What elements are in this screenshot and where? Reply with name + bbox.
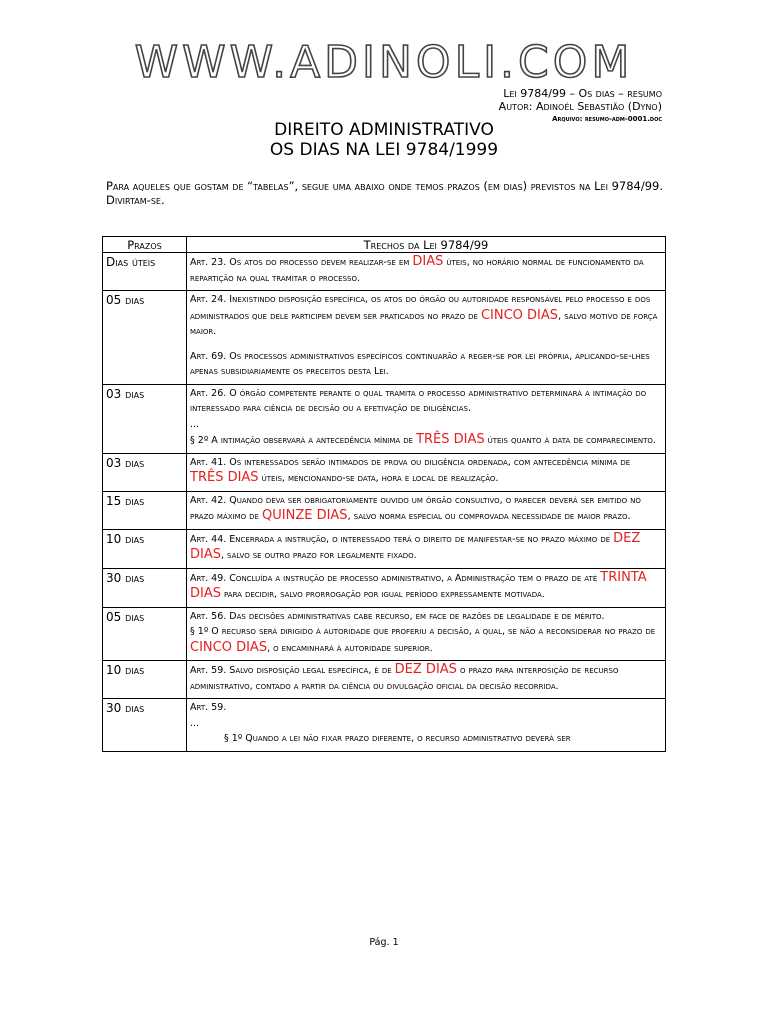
trecho-cell <box>187 491 666 529</box>
prazos-table <box>102 236 666 752</box>
ellipsis: ... <box>190 418 200 430</box>
table-row <box>103 529 666 568</box>
trecho-paragraph: § 1º Quando a lei não fixar prazo diferente, o recurso administrativo deverá ser <box>224 733 571 744</box>
ellipsis: ... <box>190 717 200 729</box>
table-row <box>103 453 666 491</box>
doc-meta-file: Arquivo: resumo-adm-0001.doc <box>552 115 662 123</box>
table-row <box>103 384 666 453</box>
table-row <box>103 661 666 699</box>
prazo-cell: Dias úteis <box>103 253 187 291</box>
trecho-cell <box>187 699 666 752</box>
page-number: Pág. 1 <box>369 937 399 948</box>
highlight-prazo: DIAS <box>412 254 444 269</box>
table-row <box>103 607 666 661</box>
table-header-row <box>103 237 666 253</box>
trecho-paragraph: Art. 49. Concluída a instrução de processo administrativo, a Administração tem o prazo de até TRINTA DIAS para decidir, salvo prorrogação por igual período expressamente motivada. <box>190 569 647 601</box>
table-row <box>103 491 666 529</box>
trecho-cell <box>187 607 666 661</box>
highlight-prazo: TRINTA DIAS <box>190 569 647 601</box>
trecho-paragraph: Art. 44. Encerrada a instrução, o interessado terá o direito de manifestar-se no prazo máximo de DEZ DIAS, salvo se outro prazo for legalmente fixado. <box>190 530 641 562</box>
table-row <box>103 568 666 607</box>
highlight-prazo: CINCO DIAS <box>480 307 559 323</box>
trecho-paragraph: Art. 59. <box>190 702 227 713</box>
intro-line: Para aqueles que gostam de “tabelas”, segue uma abaixo onde temos prazos (em dias) previstos na Lei 9784/99. <box>106 179 664 193</box>
highlight-prazo: DEZ DIAS <box>394 662 457 677</box>
trecho-paragraph: Art. 26. O órgão competente perante o qual tramita o processo administrativo determinará a intimação do interessado para ciência de decisão ou a efetivação de diligências. <box>190 387 647 414</box>
table-row <box>103 699 666 752</box>
trecho-paragraph: Art. 23. Os atos do processo devem realizar-se em DIAS úteis, no horário normal de funcionamento da repartição na qual tramitar o processo. <box>190 254 644 284</box>
prazo-cell: 15 dias <box>103 491 187 529</box>
trecho-paragraph: Art. 59. Salvo disposição legal específica, é de DEZ DIAS o prazo para interposição de recurso administrativo, contado a partir da ciência ou divulgação oficial da decisão recorrida. <box>190 662 619 692</box>
highlight-prazo: QUINZE DIAS <box>262 508 348 523</box>
highlight-prazo: TRÊS DIAS <box>416 432 485 447</box>
prazo-cell: 03 dias <box>103 453 187 491</box>
page-title: DIREITO ADMINISTRATIVO <box>274 120 494 140</box>
prazo-cell: 30 dias <box>103 568 187 607</box>
intro-signoff: Divirtam-se. <box>106 192 165 207</box>
trecho-paragraph: § 1º O recurso será dirigido à autoridade que proferiu a decisão, a qual, se não a reconsiderar no prazo de CINCO DIAS, o encaminhará à autoridade superior. <box>190 626 656 655</box>
prazo-cell: 30 dias <box>103 699 187 752</box>
table-row <box>103 253 666 291</box>
trecho-cell <box>187 453 666 491</box>
prazo-cell: 05 dias <box>103 607 187 661</box>
trecho-paragraph: Art. 69. Os processos administrativos específicos continuarão a reger-se por lei própria, aplicando-se-lhes apenas subsidiariamente os preceitos desta Lei. <box>190 350 650 377</box>
trecho-paragraph: § 2º A intimação observará a antecedência mínima de TRÊS DIAS úteis quanto à data de comparecimento. <box>190 432 656 447</box>
trecho-cell <box>187 384 666 453</box>
highlight-prazo: CINCO DIAS <box>190 639 268 655</box>
trecho-cell <box>187 568 666 607</box>
prazo-cell: 10 dias <box>103 529 187 568</box>
watermark: WWW.ADINOLI.COM <box>134 37 634 88</box>
trecho-paragraph: Art. 42. Quando deva ser obrigatoriamente ouvido um órgão consultivo, o parecer deverá ser emitido no prazo máximo de QUINZE DIAS, salvo norma especial ou comprovada necessidade de maior prazo. <box>190 494 641 523</box>
prazo-cell: 10 dias <box>103 661 187 699</box>
intro-text <box>106 180 666 207</box>
table-row <box>103 291 666 385</box>
highlight-prazo: DEZ DIAS <box>190 530 641 562</box>
doc-meta-author: Autor: Adinoél Sebastião (Dyno) <box>498 100 662 113</box>
trecho-cell <box>187 529 666 568</box>
trecho-paragraph: Art. 41. Os interessados serão intimados de prova ou diligência ordenada, com antecedência mínima de TRÊS DIAS úteis, mencionando-se data, hora e local de realização. <box>190 456 631 485</box>
trecho-paragraph: Art. 24. Inexistindo disposição específica, os atos do órgão ou autoridade responsável pelo processo e dos administrados que dele participem devem ser praticados no prazo de CINCO DIAS, salvo motivo de força maior. <box>190 294 658 337</box>
header-trechos: Trechos da Lei 9784/99 <box>187 237 666 253</box>
page-subtitle: OS DIAS NA LEI 9784/1999 <box>269 140 499 160</box>
prazo-cell: 03 dias <box>103 384 187 453</box>
prazo-cell: 05 dias <box>103 291 187 385</box>
trecho-cell <box>187 253 666 291</box>
doc-meta-title: Lei 9784/99 – Os dias – resumo <box>503 87 662 100</box>
header-prazos: Prazos <box>103 237 187 253</box>
trecho-cell <box>187 291 666 385</box>
trecho-cell <box>187 661 666 699</box>
trecho-paragraph: Art. 56. Das decisões administrativas cabe recurso, em face de razões de legalidade e de mérito. <box>190 610 605 622</box>
highlight-prazo: TRÊS DIAS <box>190 470 259 485</box>
